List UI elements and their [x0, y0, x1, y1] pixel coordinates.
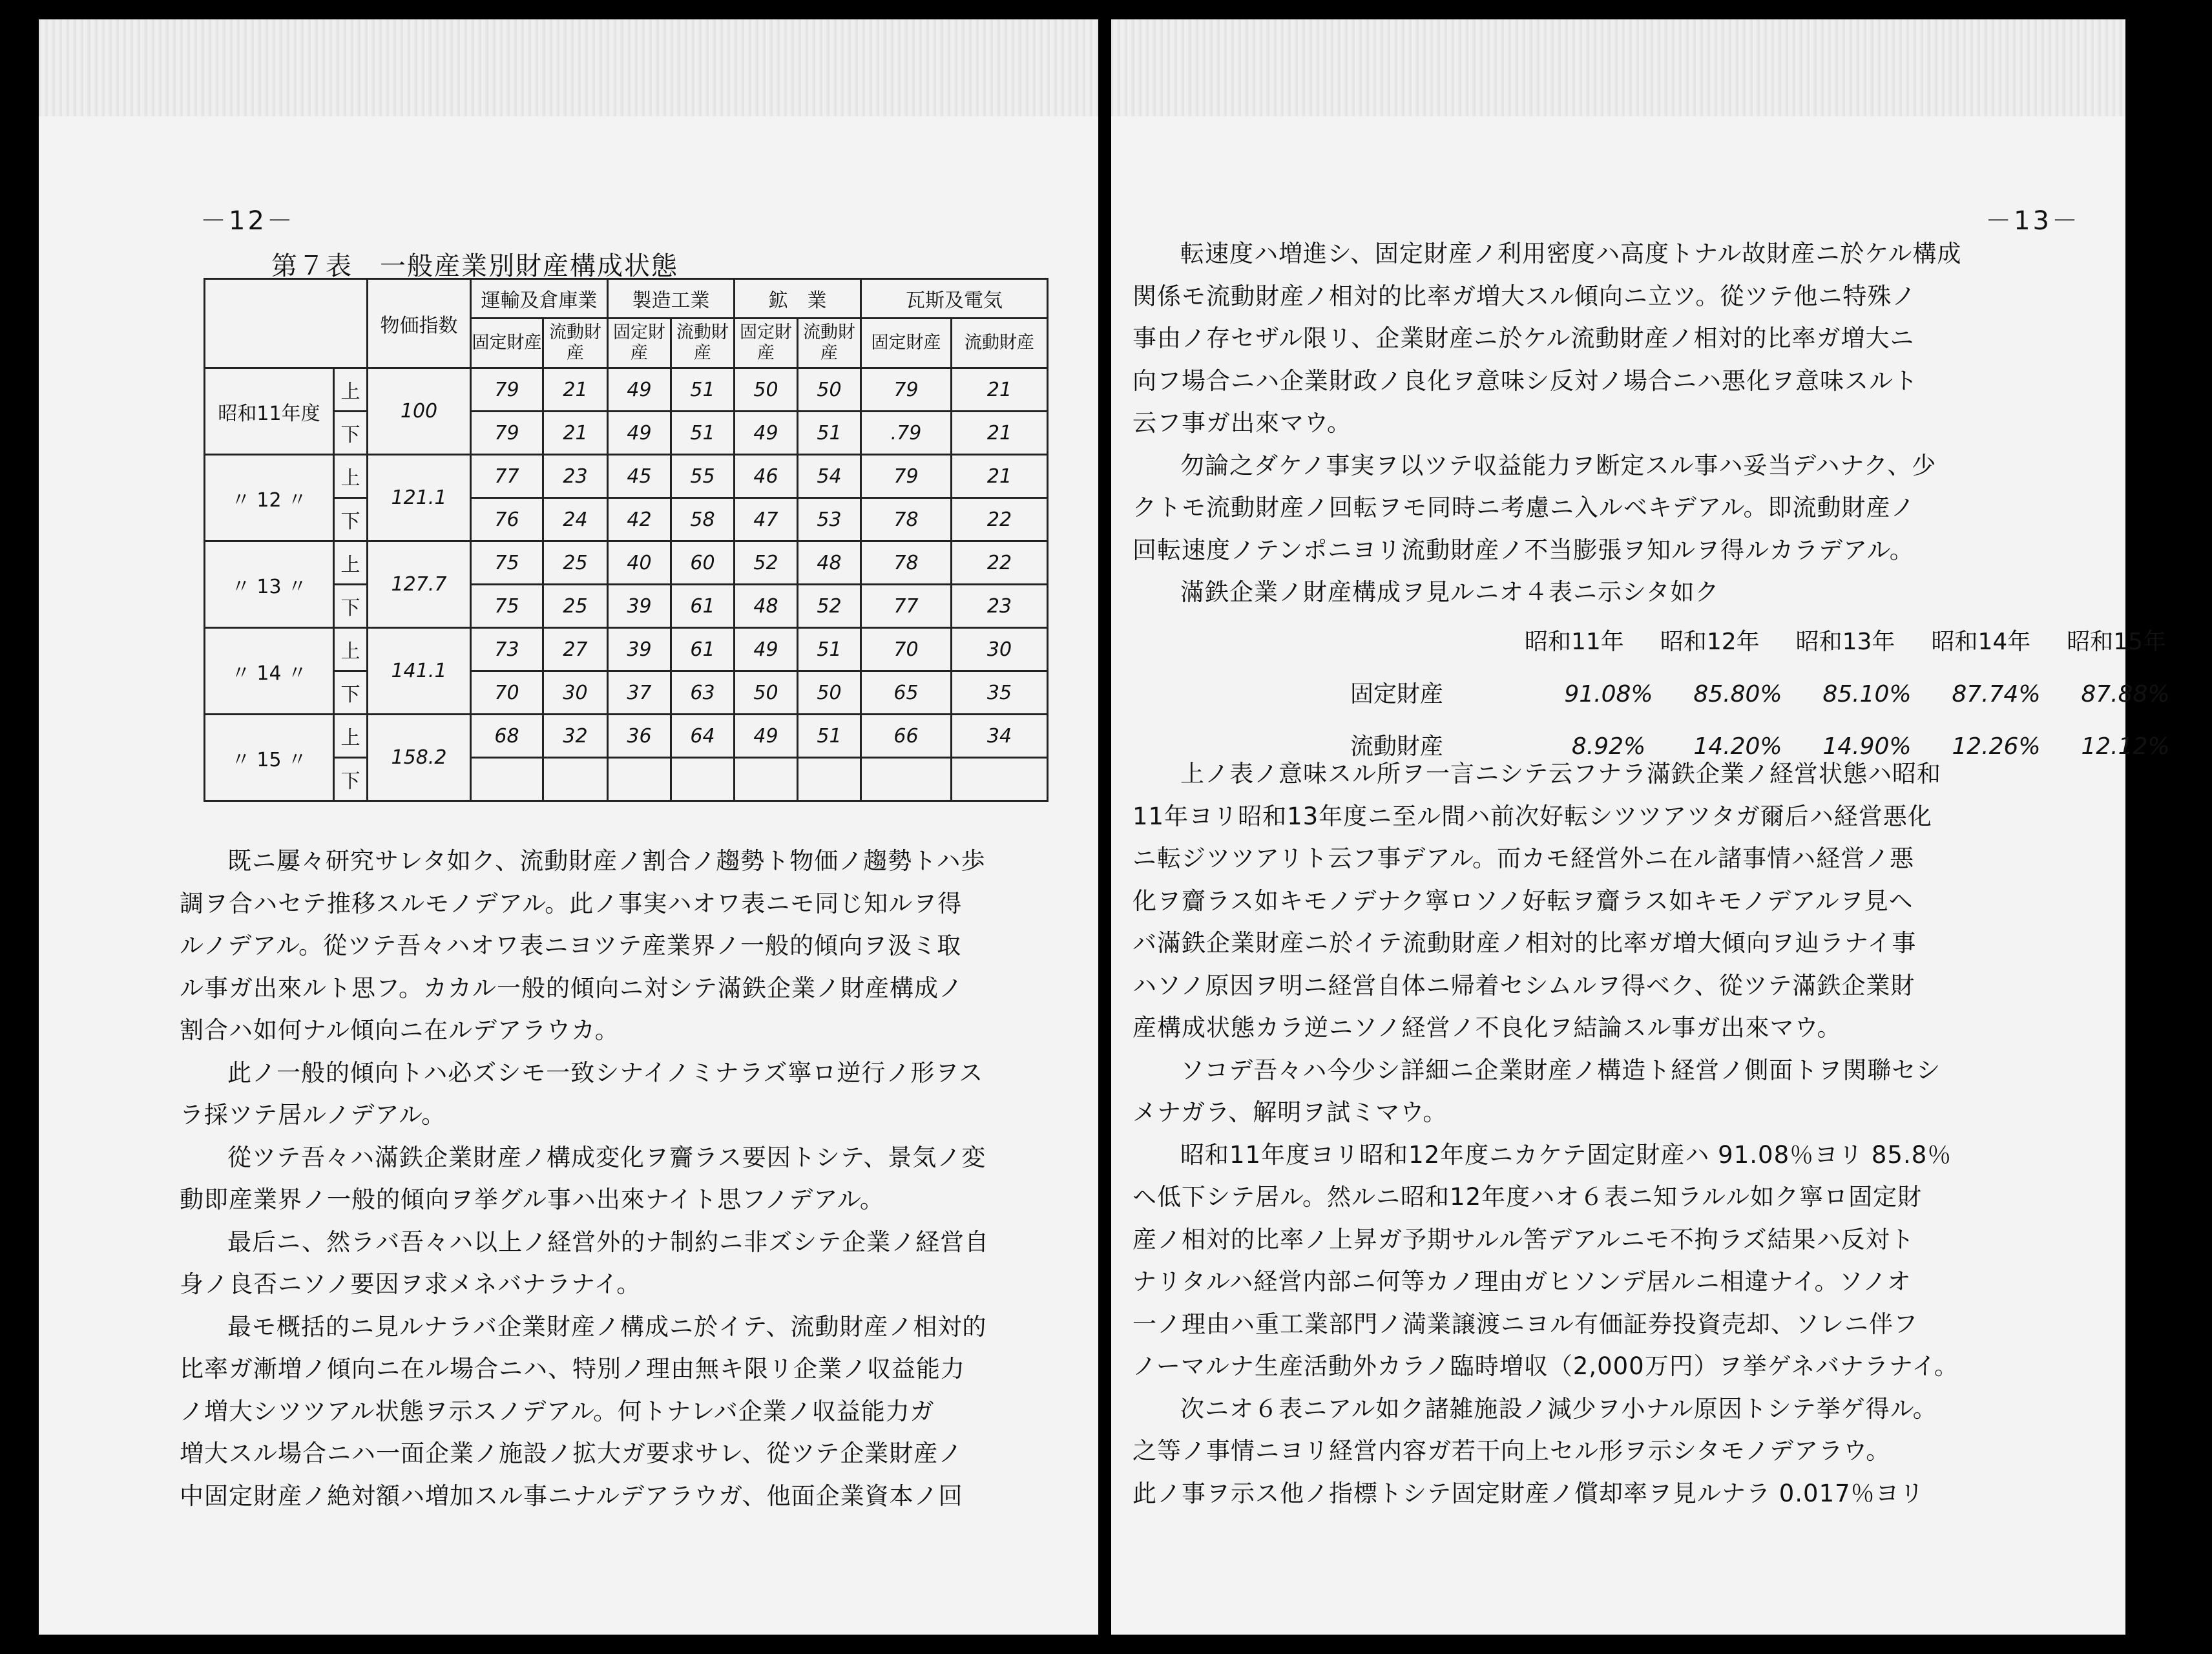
value-cell: 27 [543, 628, 608, 671]
ratio-row [1240, 676, 2190, 709]
value-cell: 25 [543, 585, 608, 628]
text-line: ノーマルナ生産活動外カラノ臨時増収（2,000万円）ヲ挙ゲネバナラナイ。 [1132, 1352, 1959, 1380]
half-cell: 上 [334, 455, 368, 498]
value-cell: 65 [861, 671, 952, 715]
industry-header: 製造工業 [608, 279, 735, 319]
fixed-property-header: 固定財産 [735, 319, 798, 368]
value-cell: 30 [543, 671, 608, 715]
value-cell: 51 [798, 628, 861, 671]
text-line: 事由ノ存セザル限リ、企業財産ニ於ケル流動財産ノ相対的比率ガ増大ニ [1132, 324, 1915, 352]
current-property-header: 流動財産 [671, 319, 735, 368]
text-line: 動即産業界ノ一般的傾向ヲ挙グル事ハ出來ナイト思フノデアル。 [180, 1186, 884, 1213]
value-cell: 77 [471, 455, 543, 498]
text-line: 此ノ事ヲ示ス他ノ指標トシテ固定財産ノ償却率ヲ見ルナラ 0.017％ヨリ [1132, 1479, 1925, 1507]
ratio-value: 14.20% [1693, 733, 1782, 760]
text-line: 割合ハ如何ナル傾向ニ在ルデアラウカ。 [180, 1016, 620, 1044]
value-cell: 39 [608, 628, 671, 671]
half-cell: 下 [334, 585, 368, 628]
price-index-cell: 141.1 [368, 628, 471, 715]
table-row [205, 368, 1048, 412]
value-cell: 50 [798, 671, 861, 715]
text-line: 産構成状態カラ逆ニソノ経営ノ不良化ヲ結論スル事ガ出來マウ。 [1132, 1014, 1842, 1042]
half-cell: 下 [334, 671, 368, 715]
year-cell: 〃 12 〃 [205, 455, 334, 541]
paragraph [1156, 571, 2093, 614]
ratio-value: 14.90% [1822, 733, 1912, 760]
value-cell: 63 [671, 671, 735, 715]
paragraph [180, 1052, 1056, 1136]
value-cell: 79 [471, 412, 543, 455]
right-body-text-top [1132, 233, 2093, 614]
value-cell: 79 [861, 368, 952, 412]
paragraph [1132, 1134, 2093, 1388]
table-row [205, 455, 1048, 498]
text-line: 既ニ屢々研究サレタ如ク、流動財産ノ割合ノ趨勢ト物価ノ趨勢トハ歩 [227, 847, 986, 875]
value-cell: 30 [952, 628, 1048, 671]
paragraph [1132, 753, 2093, 1049]
text-line: 中固定財産ノ絶対額ハ増加スル事ニナルデアラウガ、他面企業資本ノ回 [180, 1481, 963, 1510]
text-line: 11年ヨリ昭和13年度ニ至ル間ハ前次好転シツツアツタガ爾后ハ経営悪化 [1132, 802, 1932, 830]
text-line: 化ヲ齎ラス如キモノデナク寧ロソノ好転ヲ齎ラス如キモノデアルヲ見ヘ [1132, 886, 1914, 915]
value-cell: 22 [952, 498, 1048, 541]
value-cell: 50 [735, 671, 798, 715]
value-cell [735, 758, 798, 801]
value-cell: 36 [608, 715, 671, 758]
value-cell: 52 [798, 585, 861, 628]
ratio-years [1240, 623, 2190, 656]
value-cell: 76 [471, 498, 543, 541]
value-cell [671, 758, 735, 801]
value-cell: 68 [471, 715, 543, 758]
value-cell: 24 [543, 498, 608, 541]
value-cell: 49 [608, 412, 671, 455]
value-cell [952, 758, 1048, 801]
ratio-value: 8.92% [1571, 733, 1646, 760]
value-cell: 53 [798, 498, 861, 541]
year-cell: 〃 13 〃 [205, 541, 334, 628]
text-line: 上ノ表ノ意味スル所ヲ一言ニシテ云フナラ滿鉄企業ノ経営状態ハ昭和 [1180, 760, 1941, 788]
paragraph [1132, 445, 2093, 572]
value-cell: 49 [608, 368, 671, 412]
value-cell: 21 [543, 368, 608, 412]
paragraph [1132, 233, 2093, 445]
value-cell: 50 [798, 368, 861, 412]
value-cell: 51 [671, 368, 735, 412]
left-page [39, 19, 1098, 1635]
ratio-value: 85.80% [1693, 681, 1782, 707]
value-cell: 25 [543, 541, 608, 585]
text-line: 最后ニ、然ラバ吾々ハ以上ノ経営外的ナ制約ニ非ズシテ企業ノ経営自 [227, 1228, 990, 1256]
right-body-text-bottom [1132, 753, 2093, 1514]
paragraph [180, 840, 1056, 1052]
value-cell: 79 [861, 455, 952, 498]
value-cell: .79 [861, 412, 952, 455]
value-cell: 61 [671, 628, 735, 671]
ratio-value: 91.08% [1564, 681, 1653, 707]
price-index-cell: 127.7 [368, 541, 471, 628]
year-cell: 昭和11年度 [205, 368, 334, 455]
value-cell: 77 [861, 585, 952, 628]
half-cell: 上 [334, 715, 368, 758]
industry-header: 鉱 業 [735, 279, 861, 319]
industry-header: 瓦斯及電気 [861, 279, 1048, 319]
paragraph [180, 1136, 1056, 1221]
text-line: 從ツテ吾々ハ滿鉄企業財産ノ構成変化ヲ齎ラス要因トシテ、景気ノ変 [227, 1143, 986, 1171]
value-cell: 78 [861, 541, 952, 585]
text-line: 調ヲ合ハセテ推移スルモノデアル。此ノ事実ハオワ表ニモ同じ知ルヲ得 [180, 889, 963, 917]
text-line: ラ採ツテ居ルノデアル。 [180, 1101, 446, 1129]
property-composition-table [203, 278, 1049, 802]
value-cell: 32 [543, 715, 608, 758]
value-cell: 66 [861, 715, 952, 758]
fixed-property-header: 固定財産 [471, 319, 543, 368]
half-cell: 下 [334, 758, 368, 801]
fixed-property-header: 固定財産 [861, 319, 952, 368]
value-cell: 51 [671, 412, 735, 455]
text-line: ソコデ吾々ハ今少シ詳細ニ企業財産ノ構造ト経営ノ側面トヲ関聯セシ [1180, 1056, 1941, 1084]
right-page [1111, 19, 2170, 1635]
price-index-cell: 158.2 [368, 715, 471, 801]
text-line: 関係モ流動財産ノ相対的比率ガ増大スル傾向ニ立ツ。從ツテ他ニ特殊ノ [1132, 282, 1917, 310]
ratio-year: 昭和13年 [1795, 629, 1895, 655]
value-cell: 21 [952, 368, 1048, 412]
value-cell: 61 [671, 585, 735, 628]
value-cell: 22 [952, 541, 1048, 585]
text-line: ヘ低下シテ居ル。然ルニ昭和12年度ハオ６表ニ知ラルル如ク寧ロ固定財 [1132, 1183, 1923, 1211]
text-line: バ滿鉄企業財産ニ於イテ流動財産ノ相対的比率ガ増大傾向ヲ辿ラナイ事 [1132, 929, 1917, 957]
text-line: ル事ガ出來ルト思フ。カカル一般的傾向ニ対シテ滿鉄企業ノ財産構成ノ [180, 974, 964, 1002]
year-cell: 〃 14 〃 [205, 628, 334, 715]
page-number: －12－ [200, 206, 295, 236]
value-cell: 50 [735, 368, 798, 412]
text-line: 一ノ理由ハ重工業部門ノ満業譲渡ニヨル有価証券投資売却、ソレニ伴フ [1132, 1310, 1918, 1338]
paragraph [1132, 1388, 2093, 1515]
value-cell [471, 758, 543, 801]
paragraph [180, 1306, 1056, 1518]
current-property-header: 流動財産 [952, 319, 1048, 368]
text-line: ハソノ原因ヲ明ニ経営自体ニ帰着セシムルヲ得ベク、從ツテ滿鉄企業財 [1132, 971, 1915, 1000]
table-title: 第７表 一般産業別財産構成状態 [271, 251, 678, 281]
text-line: 此ノ一般的傾向トハ必ズシモ一致シナイノミナラズ寧ロ逆行ノ形ヲス [227, 1058, 984, 1087]
value-cell: 40 [608, 541, 671, 585]
ratio-year: 昭和15年 [2067, 629, 2167, 655]
current-property-header: 流動財産 [798, 319, 861, 368]
value-cell: 37 [608, 671, 671, 715]
value-cell: 55 [671, 455, 735, 498]
text-line: 勿論之ダケノ事実ヲ以ツテ収益能力ヲ断定スル事ハ妥当デハナク、少 [1180, 451, 1937, 479]
value-cell: 75 [471, 585, 543, 628]
value-cell: 35 [952, 671, 1048, 715]
price-index-header: 物価指数 [368, 279, 471, 368]
table-row [205, 628, 1048, 671]
value-cell: 48 [735, 585, 798, 628]
text-line: 之等ノ事情ニヨリ経営内容ガ若干向上セル形ヲ示シタモノデアラウ。 [1132, 1437, 1891, 1465]
value-cell: 60 [671, 541, 735, 585]
text-line: 最モ概括的ニ見ルナラバ企業財産ノ構成ニ於イテ、流動財産ノ相対的 [227, 1312, 987, 1341]
corner-cell [205, 279, 368, 368]
half-cell: 下 [334, 498, 368, 541]
text-line: 比率ガ漸増ノ傾向ニ在ル場合ニハ、特別ノ理由無キ限リ企業ノ収益能力 [180, 1355, 965, 1383]
ratio-year: 昭和12年 [1660, 629, 1760, 655]
value-cell: 70 [471, 671, 543, 715]
fixed-property-header: 固定財産 [608, 319, 671, 368]
ratio-label: 流動財産 [1350, 733, 1444, 760]
value-cell: 75 [471, 541, 543, 585]
half-cell: 上 [334, 628, 368, 671]
price-index-cell: 100 [368, 368, 471, 455]
text-line: メナガラ、解明ヲ試ミマウ。 [1132, 1098, 1448, 1126]
ratio-value: 87.74% [1952, 681, 2041, 707]
current-property-header: 流動財産 [543, 319, 608, 368]
value-cell: 21 [952, 455, 1048, 498]
value-cell: 79 [471, 368, 543, 412]
value-cell: 49 [735, 628, 798, 671]
table-row [205, 541, 1048, 585]
value-cell: 49 [735, 412, 798, 455]
text-line: 産ノ相対的比率ノ上昇ガ予期サルル筈デアルニモ不拘ラズ結果ハ反対ト [1132, 1225, 1915, 1253]
value-cell: 42 [608, 498, 671, 541]
ratio-table [1240, 623, 2190, 761]
ratio-value: 12.26% [1952, 733, 2041, 760]
industry-header: 運輸及倉庫業 [471, 279, 608, 319]
text-line: ニ転ジツツアリト云フ事デアル。而カモ経営外ニ在ル諸事情ハ経営ノ悪 [1132, 844, 1915, 872]
text-line: ナリタルハ経営内部ニ何等カノ理由ガヒソンデ居ルニ相違ナイ。ソノオ [1132, 1268, 1912, 1295]
ratio-value: 12.12% [2081, 733, 2170, 760]
table-row [205, 715, 1048, 758]
value-cell [861, 758, 952, 801]
value-cell: 45 [608, 455, 671, 498]
value-cell: 78 [861, 498, 952, 541]
value-cell [608, 758, 671, 801]
value-cell: 54 [798, 455, 861, 498]
value-cell: 21 [543, 412, 608, 455]
value-cell: 21 [952, 412, 1048, 455]
paragraph [180, 1221, 1056, 1306]
text-line: クトモ流動財産ノ回転ヲモ同時ニ考慮ニ入ルベキデアル。即流動財産ノ [1132, 494, 1915, 521]
value-cell: 39 [608, 585, 671, 628]
half-cell: 下 [334, 412, 368, 455]
text-line: 身ノ良否ニソノ要因ヲ求メネバナラナイ。 [180, 1270, 642, 1298]
value-cell [798, 758, 861, 801]
value-cell: 23 [952, 585, 1048, 628]
value-cell: 46 [735, 455, 798, 498]
value-cell: 48 [798, 541, 861, 585]
text-line: 云フ事ガ出來マウ。 [1132, 409, 1352, 437]
text-line: 増大スル場合ニハ一面企業ノ施設ノ拡大ガ要求サレ、從ツテ企業財産ノ [180, 1439, 963, 1467]
left-body-text [180, 840, 1056, 1517]
ratio-year: 昭和11年 [1525, 629, 1624, 655]
text-line: 昭和11年度ヨリ昭和12年度ニカケテ固定財産ハ 91.08％ヨリ 85.8％ [1180, 1140, 1952, 1169]
text-line: ノ増大シツツアル状態ヲ示スノデアル。何トナレバ企業ノ収益能力ガ [180, 1397, 935, 1425]
text-line: 転速度ハ増進シ、固定財産ノ利用密度ハ高度トナル故財産ニ於ケル構成 [1180, 240, 1962, 267]
value-cell [543, 758, 608, 801]
half-cell: 上 [334, 541, 368, 585]
text-line: 次ニオ６表ニアル如ク諸雑施設ノ減少ヲ小ナル原因トシテ挙ゲ得ル。 [1180, 1394, 1937, 1423]
value-cell: 23 [543, 455, 608, 498]
text-line: 向フ場合ニハ企業財政ノ良化ヲ意味シ反対ノ場合ニハ悪化ヲ意味スルト [1132, 366, 1918, 395]
value-cell: 58 [671, 498, 735, 541]
value-cell: 52 [735, 541, 798, 585]
value-cell: 64 [671, 715, 735, 758]
text-line: 回転速度ノテンポニヨリ流動財産ノ不当膨張ヲ知ルヲ得ルカラデアル。 [1132, 536, 1914, 564]
value-cell: 34 [952, 715, 1048, 758]
value-cell: 47 [735, 498, 798, 541]
value-cell: 51 [798, 715, 861, 758]
ratio-label: 固定財産 [1350, 681, 1444, 707]
ratio-value: 85.10% [1822, 681, 1912, 707]
price-index-cell: 121.1 [368, 455, 471, 541]
value-cell: 51 [798, 412, 861, 455]
page-number: －13－ [1985, 206, 2080, 236]
value-cell: 70 [861, 628, 952, 671]
ratio-value: 87.88% [2081, 681, 2170, 707]
text-line: ルノデアル。從ツテ吾々ハオワ表ニヨツテ産業界ノ一般的傾向ヲ汲ミ取 [180, 932, 962, 959]
half-cell: 上 [334, 368, 368, 412]
value-cell: 49 [735, 715, 798, 758]
value-cell: 73 [471, 628, 543, 671]
ratio-year: 昭和14年 [1931, 629, 2031, 655]
text-line: 滿鉄企業ノ財産構成ヲ見ルニオ４表ニ示シタ如ク [1180, 578, 1720, 606]
paragraph [1132, 1049, 2093, 1134]
year-cell: 〃 15 〃 [205, 715, 334, 801]
